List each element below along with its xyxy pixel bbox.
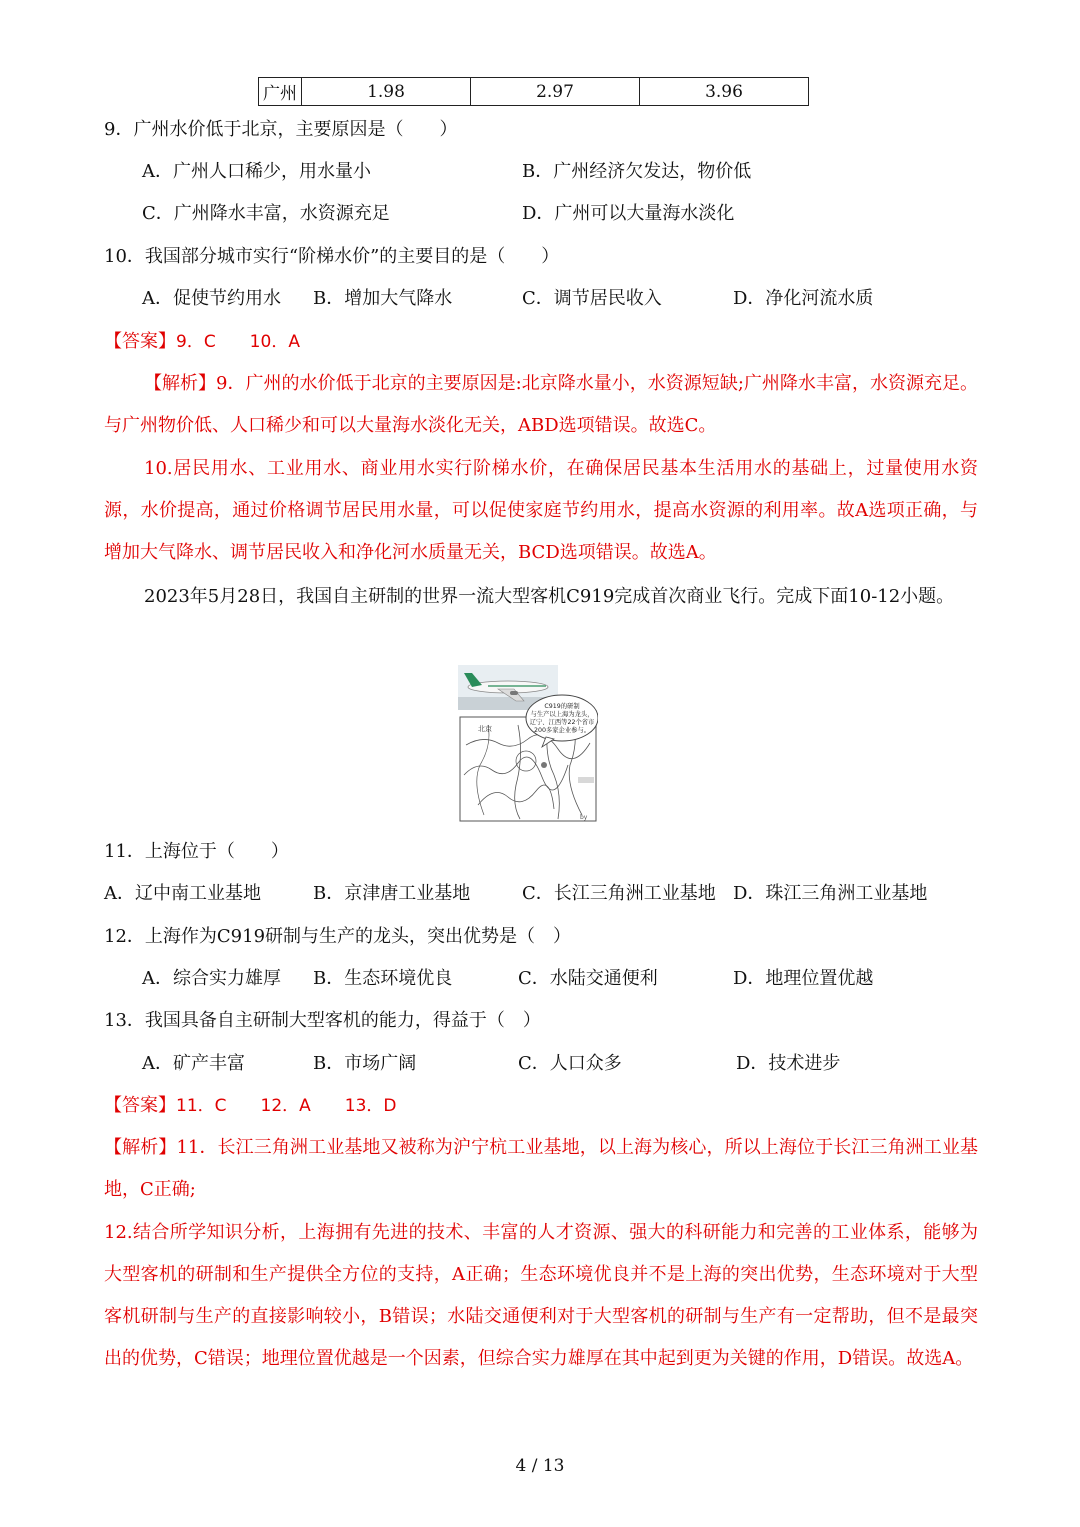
q13-option-b: B．市场广阔 xyxy=(313,1053,417,1074)
analysis-paragraph-12: 12.结合所学知识分析，上海拥有先进的技术、丰富的人才资源、强大的科研能力和完善的工业体系，能够为大型客机的研制和生产提供全方位的支持，A正确；生态环境优良并不是上海的突出优势，生态环境对于大型客机研制与生产的直接影响较小，B错误；水陆交通便利对于大型客机的研制与生产有一定帮助，但不是最突出的优势，C错误；地理位置优越是一个因素，但综合实力雄厚在其中起到更为关键的作用，D错误。故选A。 xyxy=(104,1222,978,1369)
c919-map-figure xyxy=(458,665,598,823)
q13-option-d: D．技术进步 xyxy=(736,1053,841,1074)
callout-line-4: 200多家企业参与。 xyxy=(533,727,591,734)
q13-option-c: C．人口众多 xyxy=(518,1053,622,1074)
analysis-paragraph-11 xyxy=(104,1127,978,1211)
table-cell-value-3: 3.96 xyxy=(640,78,809,106)
water-price-table xyxy=(258,77,809,106)
q12-option-a: A．综合实力雄厚 xyxy=(142,968,281,989)
q11-option-c: C．长江三角洲工业基地 xyxy=(522,883,716,904)
q12-option-c: C．水陆交通便利 xyxy=(518,968,658,989)
map-city-label: 北京 xyxy=(478,725,492,733)
callout-line-3: 辽宁、江西等22个省市 xyxy=(529,719,595,726)
analysis-text: 9．广州的水价低于北京的主要原因是:北京降水量小，水资源短缺;广州降水丰富，水资源充足。与广州物价低、人口稀少和可以大量海水淡化无关，ABD选项错误。故选C。 xyxy=(104,373,979,436)
q10-option-d: D．净化河流水质 xyxy=(733,288,874,309)
answer-text: 9．C 10．A xyxy=(176,332,300,352)
page-number: 4 / 13 xyxy=(515,1456,565,1476)
q13-stem: 13．我国具备自主研制大型客机的能力，得益于（ ） xyxy=(104,1010,541,1031)
answer-block-1 xyxy=(104,333,300,351)
q10-stem: 10．我国部分城市实行“阶梯水价”的主要目的是（ ） xyxy=(104,246,560,267)
analysis-text: 11．长江三角洲工业基地又被称为沪宁杭工业基地，以上海为核心，所以上海位于长江三角洲工业基地，C正确; xyxy=(104,1137,978,1200)
intro-paragraph: 2023年5月28日，我国自主研制的世界一流大型客机C919完成首次商业飞行。完成下面10-12小题。 xyxy=(144,586,955,607)
answer-label: 【答案】 xyxy=(104,1095,176,1116)
q12-option-d: D．地理位置优越 xyxy=(733,968,874,989)
analysis-paragraph-10: 10.居民用水、工业用水、商业用水实行阶梯水价，在确保居民基本生活用水的基础上，过量使用水资源，水价提高，通过价格调节居民用水量，可以促使家庭节约用水，提高水资源的利用率。故A选项正确，与增加大气降水、调节居民收入和净化河水质量无关，BCD选项错误。故选A。 xyxy=(104,458,978,563)
q10-option-a: A．促使节约用水 xyxy=(142,288,281,309)
table-cell-value-1: 1.98 xyxy=(302,78,471,106)
figure-credit: by xyxy=(580,814,588,821)
analysis-label: 【解析】 xyxy=(144,373,217,394)
q11-option-b: B．京津唐工业基地 xyxy=(313,883,471,904)
q11-option-d: D．珠江三角洲工业基地 xyxy=(733,883,928,904)
answer-label: 【答案】 xyxy=(104,331,176,352)
q11-stem: 11．上海位于（ ） xyxy=(104,841,289,862)
q10-option-c: C．调节居民收入 xyxy=(522,288,662,309)
c919-figure-graphic xyxy=(458,665,598,823)
callout-line-2: 与生产以上海为龙头， xyxy=(530,711,594,718)
q10-option-b: B．增加大气降水 xyxy=(313,288,453,309)
q9-option-c: C．广州降水丰富，水资源充足 xyxy=(142,203,390,224)
analysis-paragraph-9 xyxy=(104,363,978,447)
q12-option-b: B．生态环境优良 xyxy=(313,968,453,989)
q13-option-a: A．矿产丰富 xyxy=(142,1053,245,1074)
table-cell-city: 广州 xyxy=(259,78,302,106)
callout-line-1: C919的研制 xyxy=(544,703,580,710)
table-row xyxy=(259,78,809,106)
q9-stem: 9．广州水价低于北京，主要原因是（ ） xyxy=(104,119,458,140)
q11-option-a: A．辽中南工业基地 xyxy=(104,883,261,904)
q9-option-b: B．广州经济欠发达，物价低 xyxy=(522,161,752,182)
table-cell-value-2: 2.97 xyxy=(471,78,640,106)
q9-option-a: A．广州人口稀少，用水量小 xyxy=(142,161,371,182)
answer-text: 11．C 12．A 13．D xyxy=(176,1096,397,1116)
analysis-label: 【解析】 xyxy=(104,1137,177,1158)
answer-block-2 xyxy=(104,1097,397,1115)
q9-option-d: D．广州可以大量海水淡化 xyxy=(522,203,735,224)
q12-stem: 12．上海作为C919研制与生产的龙头，突出优势是（ ） xyxy=(104,926,572,947)
